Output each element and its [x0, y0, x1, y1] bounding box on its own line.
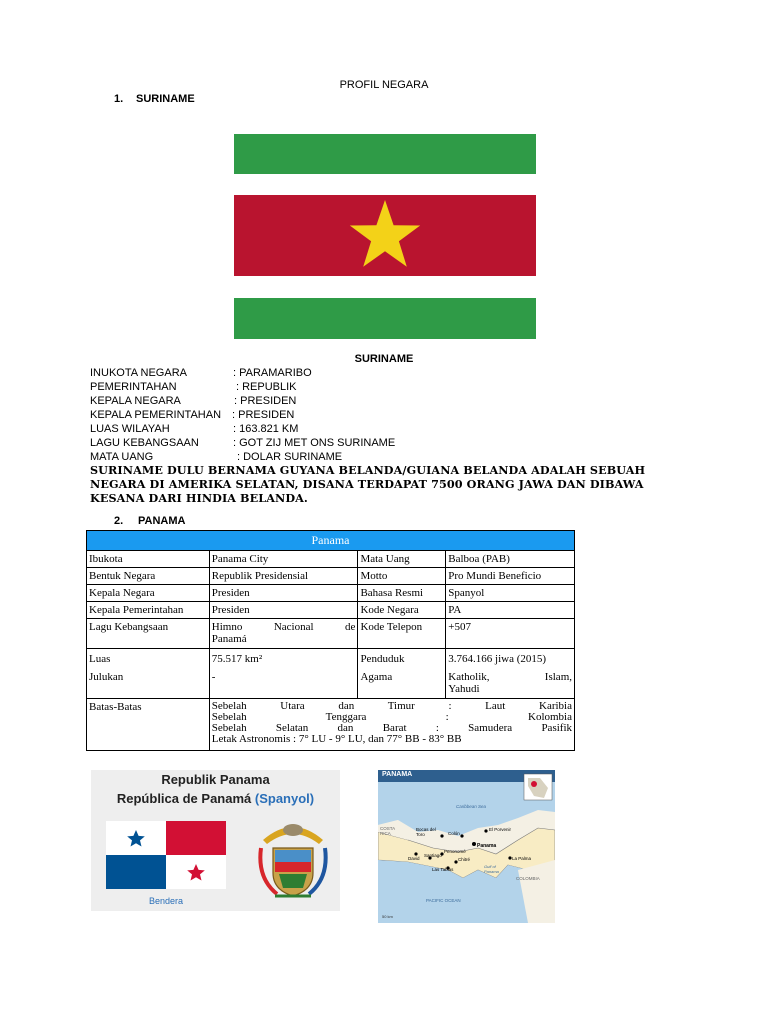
table-row — [87, 619, 575, 649]
map-title: PANAMA — [382, 771, 413, 778]
field-value: : PRESIDEN — [234, 395, 297, 407]
anthem-line-1: Himno Nacional de — [211, 621, 356, 633]
field-value: : GOT ZIJ MET ONS SURINAME — [233, 437, 396, 449]
flag-green-top — [234, 134, 536, 174]
suriname-caption: SURINAME — [354, 353, 414, 365]
map-city: Penonomé — [444, 849, 466, 854]
field-value: : REPUBLIK — [236, 381, 297, 393]
table-cell: PA — [446, 602, 575, 619]
table-cell: Mata Uang — [358, 551, 446, 568]
image-title-2-wrap — [91, 791, 340, 806]
field-key: LAGU KEBANGSAAN — [90, 437, 199, 449]
image-title-1: Republik Panama — [161, 772, 270, 787]
table-cell: Spanyol — [446, 585, 575, 602]
flag-green-bottom — [234, 298, 536, 339]
field-value: : DOLAR SURINAME — [237, 451, 343, 463]
map-country-east: COLOMBIA — [516, 876, 540, 881]
penduduk-value: 3.764.166 jiwa (2015) — [448, 653, 547, 665]
image-title-2-paren: (Spanyol) — [254, 791, 315, 806]
section-number-1: 1. — [114, 93, 124, 105]
section-heading-panama: PANAMA — [138, 515, 186, 527]
table-row — [87, 568, 575, 585]
map-sea-north: Caribbean Sea — [456, 804, 487, 809]
map-scale: 50 km — [382, 914, 393, 919]
agama-value-2: Yahudi — [448, 683, 480, 695]
table-cell: Ibukota — [87, 551, 210, 568]
field-value: : PRESIDEN — [232, 409, 295, 421]
luas-label: Luas — [89, 653, 111, 665]
flag-caption: Bendera — [148, 896, 184, 906]
panama-flag-image — [91, 770, 340, 911]
table-cell: Panama City — [209, 551, 358, 568]
suriname-fields — [90, 366, 490, 466]
batas-line-1: Sebelah Utara dan Timur : Laut Karibia — [211, 700, 572, 712]
field-key: KEPALA PEMERINTAHAN — [90, 409, 222, 421]
table-cell — [358, 649, 446, 699]
map-city: David — [408, 856, 420, 861]
map-city: Colón — [448, 831, 460, 836]
table-cell — [87, 649, 210, 699]
table-row — [87, 551, 575, 568]
agama-label: Agama — [360, 671, 393, 683]
table-cell: Presiden — [209, 602, 358, 619]
table-cell: Kode Negara — [358, 602, 446, 619]
flag-blue-q3 — [106, 855, 166, 889]
anthem-line-2: Panamá — [211, 633, 247, 645]
map-city: Santiago — [424, 853, 442, 858]
map-city: Chitré — [458, 857, 471, 862]
table-row — [87, 699, 575, 751]
panama-map — [378, 770, 555, 923]
table-row — [87, 649, 575, 699]
table-row — [87, 585, 575, 602]
table-cell: Pro Mundi Beneficio — [446, 568, 575, 585]
table-cell: Kepala Negara — [87, 585, 210, 602]
julukan-label: Julukan — [89, 671, 124, 683]
map-city: La Palma — [512, 856, 532, 861]
coat-of-arms-icon — [253, 818, 333, 900]
image-title-2: República de Panamá — [116, 791, 252, 806]
field-key: KEPALA NEGARA — [90, 395, 181, 407]
table-cell: Motto — [358, 568, 446, 585]
map-graphic — [378, 770, 555, 923]
batas-line-2: Sebelah Tenggara : Kolombia — [211, 711, 572, 723]
table-cell: Kepala Pemerintahan — [87, 602, 210, 619]
field-key: INUKOTA NEGARA — [90, 367, 187, 379]
table-cell: Presiden — [209, 585, 358, 602]
suriname-description: SURINAME DULU BERNAMA GUYANA BELANDA/GUIANA BELANDA ADALAH SEBUAH NEGARA DI AMERIKA SELATAN, DISANA TERDAPAT 7500 ORANG JAWA DAN DIBAWA KESANA DARI HINDIA BELANDA. — [90, 463, 646, 505]
map-sea-south: PACIFIC OCEAN — [426, 898, 461, 903]
table-header: Panama — [87, 531, 575, 551]
panama-flag — [106, 821, 226, 889]
table-cell — [209, 699, 574, 751]
field-key: MATA UANG — [90, 451, 154, 463]
table-cell: Republik Presidensial — [209, 568, 358, 585]
table-cell — [209, 649, 358, 699]
batas-line-4: Letak Astronomis : 7° LU - 9° LU, dan 77° BB - 83° BB — [211, 733, 462, 745]
batas-line-3: Sebelah Selatan dan Barat : Samudera Pasifik — [211, 722, 572, 734]
map-country-west: COSTA RICA — [380, 826, 395, 836]
map-gulf: Gulf of Panama — [484, 864, 499, 874]
map-city: Las Tablas — [432, 867, 454, 872]
suriname-flag — [234, 134, 536, 339]
table-cell: Bahasa Resmi — [358, 585, 446, 602]
field-value: : PARAMARIBO — [233, 367, 312, 379]
flag-red-q2 — [166, 821, 226, 855]
field-key: PEMERINTAHAN — [90, 381, 177, 393]
document-title: PROFIL NEGARA — [339, 79, 429, 91]
penduduk-label: Penduduk — [360, 653, 405, 665]
field-value: : 163.821 KM — [233, 423, 299, 435]
panama-info-table — [86, 530, 575, 751]
table-row — [87, 602, 575, 619]
map-city: El Porvenir — [489, 827, 512, 832]
luas-value: 75.517 km² — [211, 653, 263, 665]
map-city: Bocas del Toro — [416, 827, 436, 837]
map-city-capital: Panama — [477, 843, 497, 849]
julukan-value: - — [211, 671, 216, 683]
table-cell: Kode Telepon — [358, 619, 446, 649]
table-cell: Bentuk Negara — [87, 568, 210, 585]
table-cell — [209, 619, 358, 649]
table-cell: Lagu Kebangsaan — [87, 619, 210, 649]
field-key: LUAS WILAYAH — [90, 423, 170, 435]
agama-value-1: Katholik, Islam, — [448, 671, 572, 683]
table-cell: +507 — [446, 619, 575, 649]
table-cell: Batas-Batas — [87, 699, 210, 751]
table-cell: Balboa (PAB) — [446, 551, 575, 568]
section-number-2: 2. — [114, 515, 124, 527]
table-cell — [446, 649, 575, 699]
section-heading-suriname: SURINAME — [136, 93, 195, 105]
